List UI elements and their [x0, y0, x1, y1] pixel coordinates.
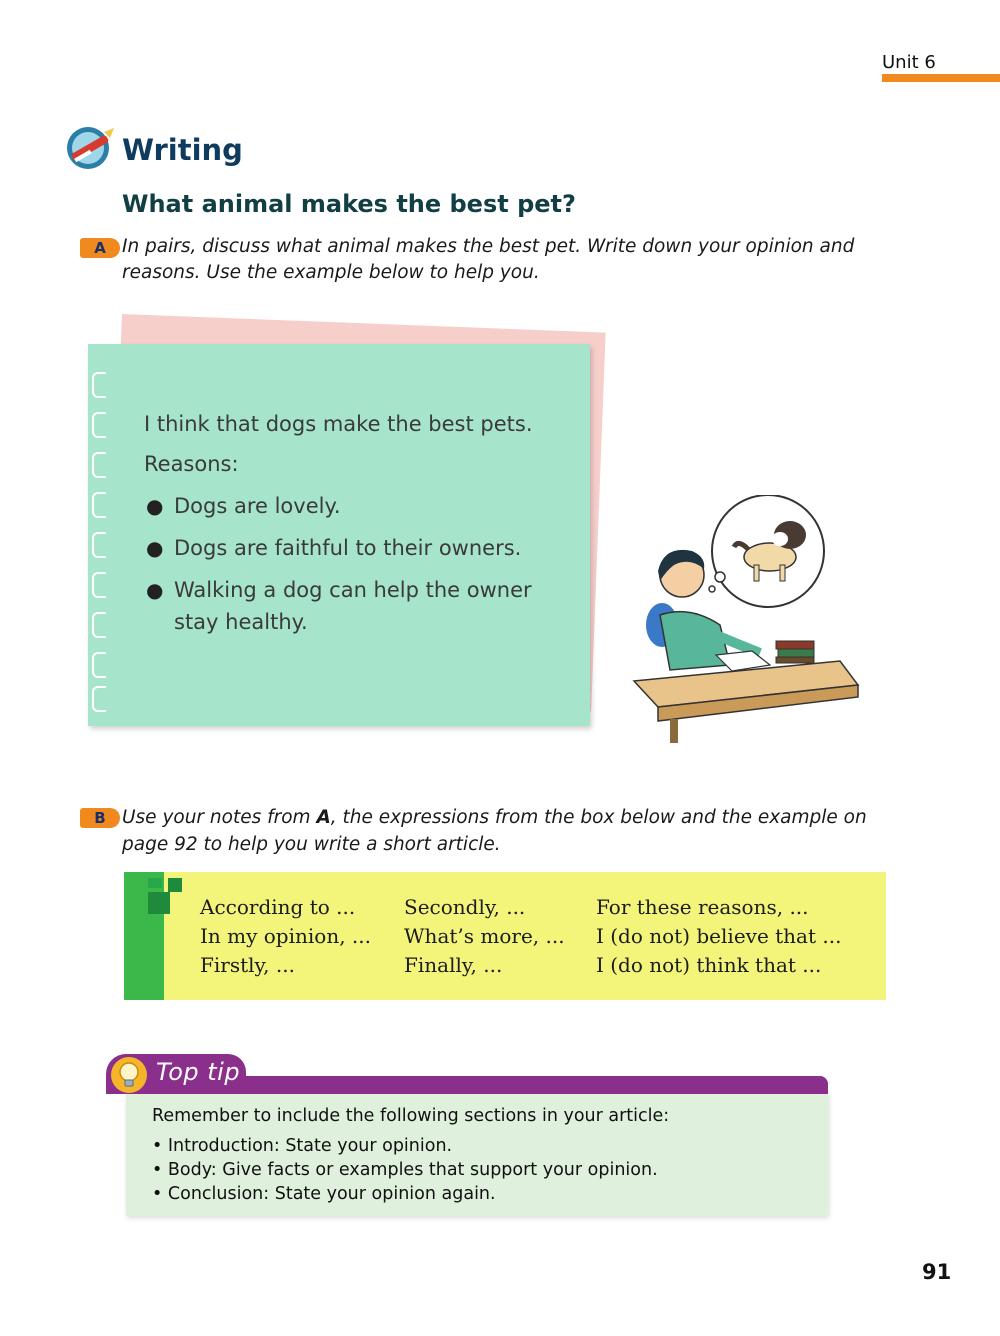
bullet: ●	[146, 578, 164, 602]
task-b-badge: B	[80, 808, 120, 828]
bullet: ●	[146, 536, 164, 560]
task-b-instruction-line1: Use your notes from A, the expressions from the box below and the example on	[122, 807, 867, 828]
top-tip-intro: Remember to include the following sections in your article:	[152, 1106, 670, 1126]
page-number: 91	[922, 1260, 952, 1284]
spiral-ring	[92, 372, 106, 398]
writing-pen-icon	[64, 124, 116, 170]
decorative-square	[168, 878, 182, 892]
spiral-ring	[92, 492, 106, 518]
expression: In my opinion, ...	[200, 924, 371, 948]
expression: Finally, ...	[404, 953, 503, 977]
note-reason: Walking a dog can help the owner	[174, 578, 532, 602]
spiral-ring	[92, 452, 106, 478]
spiral-ring	[92, 612, 106, 638]
expression: I (do not) believe that ...	[596, 924, 842, 948]
note-reason: Dogs are faithful to their owners.	[174, 536, 522, 560]
decorative-square	[148, 878, 162, 888]
top-tip-item: • Introduction: State your opinion.	[152, 1136, 453, 1156]
spiral-ring	[92, 412, 106, 438]
spiral-ring	[92, 532, 106, 558]
task-b-instruction-line2: page 92 to help you write a short article.	[122, 834, 501, 855]
unit-label: Unit 6	[882, 52, 936, 73]
note-reason: Dogs are lovely.	[174, 494, 341, 518]
section-subtitle: What animal makes the best pet?	[122, 190, 576, 218]
decorative-square	[148, 892, 170, 914]
spiral-ring	[92, 686, 106, 712]
expression: Firstly, ...	[200, 953, 295, 977]
expression: For these reasons, ...	[596, 895, 809, 919]
top-tip-title: Top tip	[156, 1058, 241, 1086]
top-tip-item: • Body: Give facts or examples that support your opinion.	[152, 1160, 658, 1180]
spiral-ring	[92, 652, 106, 678]
section-title: Writing	[122, 133, 243, 167]
expression: Secondly, ...	[404, 895, 526, 919]
expression: According to ...	[200, 895, 356, 919]
expression: What’s more, ...	[404, 924, 565, 948]
note-opinion: I think that dogs make the best pets.	[144, 412, 533, 436]
note-reason-continued: stay healthy.	[174, 610, 308, 634]
top-tip-item: • Conclusion: State your opinion again.	[152, 1184, 496, 1204]
expression: I (do not) think that ...	[596, 953, 822, 977]
spiral-ring	[92, 572, 106, 598]
note-paper	[88, 344, 590, 726]
bullet: ●	[146, 494, 164, 518]
task-a-instruction-line2: reasons. Use the example below to help you.	[122, 262, 540, 283]
boy-thinking-of-dog-illustration	[630, 495, 870, 745]
unit-bar	[882, 74, 1000, 82]
task-a-badge: A	[80, 238, 120, 258]
lightbulb-icon	[110, 1056, 148, 1094]
note-reasons-label: Reasons:	[144, 452, 239, 476]
task-a-instruction-line1: In pairs, discuss what animal makes the best pet. Write down your opinion and	[122, 236, 855, 257]
